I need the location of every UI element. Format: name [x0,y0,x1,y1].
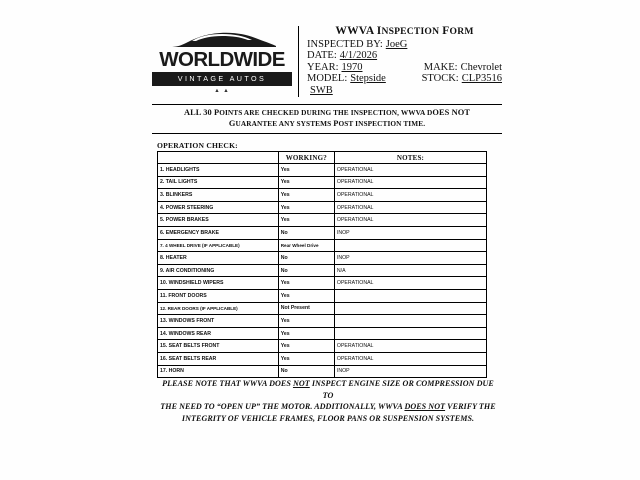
table-row [158,302,487,315]
cell-notes: OPERATIONAL [334,189,486,202]
model-value: Stepside [350,73,386,85]
cell-working: Yes [278,201,334,214]
table-row [158,226,487,239]
year-value: 1970 [341,61,363,73]
model-value-continued: SWB [310,84,333,96]
cell-item: 11. FRONT DOORS [158,289,279,302]
year-label: YEAR: [307,61,339,73]
date-value: 4/1/2026 [339,50,378,62]
cell-working: Yes [278,327,334,340]
col-header-working: WORKING? [278,152,334,164]
cell-notes: OPERATIONAL [334,201,486,214]
operation-check-label: OPERATION CHECK: [157,141,238,150]
make-value: Chevrolet [460,61,502,73]
cell-working: No [278,226,334,239]
cell-working: Yes [278,315,334,328]
cell-notes: OPERATIONAL [334,164,486,177]
inspection-form-header [298,26,502,97]
model-label: MODEL: [307,73,348,85]
cell-working: Yes [278,352,334,365]
cell-working: Rear Wheel Drive [278,239,334,252]
cell-item: 17. HORN [158,365,279,378]
row-inspected-by [307,39,502,51]
cell-item: 6. EMERGENCY BRAKE [158,226,279,239]
inspection-notice: ALL 30 POINTS ARE CHECKED DURING THE INSPECTION, WWVA DOES NOT GUARANTEE ANY SYSTEMS POST INSPECTION TIME. [183,108,471,128]
cell-item: 13. WINDOWS FRONT [158,315,279,328]
table-row [158,365,487,378]
cell-notes: OPERATIONAL [334,214,486,227]
cell-working: Not Present [278,302,334,315]
cell-notes [334,327,486,340]
cell-item: 12. REAR DOORS (IF APPLICABLE) [158,302,279,315]
cell-working: No [278,252,334,265]
cell-notes: OPERATIONAL [334,176,486,189]
cell-notes [334,315,486,328]
cell-working: Yes [278,289,334,302]
cell-item: 5. POWER BRAKES [158,214,279,227]
cell-notes: INOP [334,226,486,239]
table-row [158,201,487,214]
table-row [158,327,487,340]
table-row [158,289,487,302]
company-logo [152,26,292,94]
cell-notes: OPERATIONAL [334,277,486,290]
inspection-points-table [157,151,487,378]
row-model-stock [307,73,502,85]
divider-bottom [152,133,502,134]
cell-item: 1. HEADLIGHTS [158,164,279,177]
row-date [307,50,502,62]
table-row [158,340,487,353]
cell-notes: OPERATIONAL [334,352,486,365]
cell-item: 3. BLINKERS [158,189,279,202]
cell-working: Yes [278,277,334,290]
stock-label: STOCK: [421,73,459,85]
logo-subtitle-bar: VINTAGE AUTOS [152,72,292,86]
inspected-by-label: INSPECTED BY: [307,38,383,50]
cell-working: Yes [278,340,334,353]
cell-working: Yes [278,176,334,189]
row-year-make [307,62,502,74]
cell-item: 14. WINDOWS REAR [158,327,279,340]
logo-brand-text: WORLDWIDE [159,48,285,71]
table-row [158,352,487,365]
logo-underline-mark: ▲ ▲ [214,88,230,94]
table-row [158,214,487,227]
inspected-by-value: JoeG [385,38,408,50]
table-row [158,264,487,277]
col-header-notes: NOTES: [334,152,486,164]
stock-value: CLP3516 [461,73,502,85]
table-row [158,239,487,252]
cell-notes: N/A [334,264,486,277]
cell-item: 16. SEAT BELTS REAR [158,352,279,365]
cell-notes: INOP [334,365,486,378]
cell-working: Yes [278,189,334,202]
form-title: WWVA INSPECTION FORM [335,25,474,37]
date-label: DATE: [307,50,337,62]
cell-item: 8. HEATER [158,252,279,265]
table-row [158,164,487,177]
table-row [158,277,487,290]
cell-notes [334,302,486,315]
cell-working: Yes [278,164,334,177]
cell-item: 15. SEAT BELTS FRONT [158,340,279,353]
cell-item: 2. TAIL LIGHTS [158,176,279,189]
car-silhouette-icon [162,28,282,50]
divider-top [152,104,502,105]
cell-working: Yes [278,214,334,227]
row-model-continued [307,85,502,97]
cell-notes: INOP [334,252,486,265]
cell-notes [334,239,486,252]
document-header [152,26,502,97]
table-header-row [158,152,487,164]
cell-item: 7. 4 WHEEL DRIVE (IF APPLICABLE) [158,239,279,252]
table-row [158,176,487,189]
table-row [158,189,487,202]
cell-item: 4. POWER STEERING [158,201,279,214]
table-row [158,252,487,265]
table-row [158,315,487,328]
make-label: MAKE: [423,61,458,73]
cell-notes [334,289,486,302]
cell-working: No [278,365,334,378]
cell-working: No [278,264,334,277]
col-header-item [158,152,279,164]
cell-item: 10. WINDSHIELD WIPERS [158,277,279,290]
cell-notes: OPERATIONAL [334,340,486,353]
cell-item: 9. AIR CONDITIONING [158,264,279,277]
footer-disclaimer: PLEASE NOTE THAT WWVA DOES NOT INSPECT ENGINE SIZE OR COMPRESSION DUE TO THE NEED TO “OPEN UP” THE MOTOR. ADDITIONALLY, WWVA DOES NOT VERIFY THE INTEGRITY OF VEHICLE FRAMES, FLOOR PANS OR SUSPENSION SYSTEMS. [160,379,496,423]
